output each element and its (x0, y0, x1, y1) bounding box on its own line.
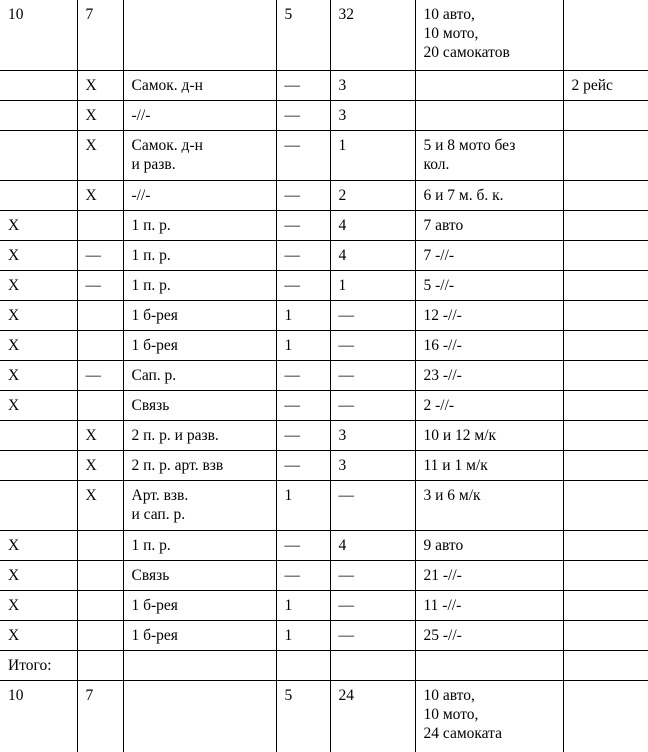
table-cell-col-5: — (330, 300, 415, 330)
table-cell-col-4 (276, 650, 330, 680)
table-cell-col-4: 1 (276, 300, 330, 330)
table-cell-col-4: — (276, 390, 330, 420)
table-cell-col-2 (77, 210, 123, 240)
table-cell-col-vehicles: 6 и 7 м. б. к. (415, 180, 563, 210)
table-cell-col-unit: Сап. р. (123, 360, 276, 390)
table-cell-col-unit: -//- (123, 100, 276, 130)
table-cell-col-unit: 2 п. р. и разв. (123, 420, 276, 450)
table-cell-col-4: — (276, 420, 330, 450)
table-cell-col-unit: 1 б-рея (123, 590, 276, 620)
table-cell-col-unit: 1 п. р. (123, 210, 276, 240)
table-cell-col-1: Х (0, 330, 77, 360)
table-cell-col-2: 7 (77, 680, 123, 752)
table-cell-col-5: 4 (330, 530, 415, 560)
table-cell-col-5: 3 (330, 100, 415, 130)
table-cell-col-4: 1 (276, 330, 330, 360)
table-cell-col-4: — (276, 180, 330, 210)
table-cell-col-4: — (276, 240, 330, 270)
table-cell-col-5: 2 (330, 180, 415, 210)
table-cell-col-1: Х (0, 530, 77, 560)
table-cell-col-5: — (330, 390, 415, 420)
table-cell-col-2 (77, 620, 123, 650)
table-cell-col-notes (563, 300, 648, 330)
table-cell-col-5: 1 (330, 130, 415, 180)
table-cell-col-vehicles: 21 -//- (415, 560, 563, 590)
table-row (0, 330, 648, 360)
table-row (0, 100, 648, 130)
table-cell-col-notes (563, 450, 648, 480)
table-cell-col-4: — (276, 100, 330, 130)
table-cell-col-4: — (276, 360, 330, 390)
table-cell-col-vehicles: 25 -//- (415, 620, 563, 650)
table-cell-col-5: 3 (330, 70, 415, 100)
table-cell-col-vehicles: 9 авто (415, 530, 563, 560)
table-cell-col-notes (563, 0, 648, 70)
table-row (0, 130, 648, 180)
table-cell-col-notes (563, 560, 648, 590)
table-cell-col-vehicles: 5 -//- (415, 270, 563, 300)
table-row (0, 680, 648, 752)
table-cell-col-1 (0, 180, 77, 210)
table-cell-col-notes (563, 330, 648, 360)
table-cell-col-unit: 1 б-рея (123, 620, 276, 650)
table-cell-col-5: 32 (330, 0, 415, 70)
table-cell-col-5: — (330, 330, 415, 360)
table-cell-col-2: Х (77, 70, 123, 100)
table-cell-col-unit: 1 б-рея (123, 300, 276, 330)
table-cell-col-notes (563, 620, 648, 650)
table-row (0, 650, 648, 680)
table-row (0, 240, 648, 270)
table-cell-col-vehicles: 5 и 8 мото без кол. (415, 130, 563, 180)
table-cell-col-2: Х (77, 420, 123, 450)
table-row (0, 390, 648, 420)
table-cell-col-1 (0, 70, 77, 100)
table-cell-col-unit: Самок. д-н (123, 70, 276, 100)
table-cell-col-notes (563, 240, 648, 270)
table-cell-col-notes (563, 590, 648, 620)
table-cell-col-5: 3 (330, 450, 415, 480)
table-cell-col-vehicles: 7 авто (415, 210, 563, 240)
table-cell-col-1: Х (0, 390, 77, 420)
table-cell-col-4: — (276, 70, 330, 100)
table-cell-col-notes: 2 рейс (563, 70, 648, 100)
table-cell-col-4: — (276, 130, 330, 180)
table-cell-col-5: 4 (330, 210, 415, 240)
table-cell-col-5: — (330, 560, 415, 590)
table-cell-col-unit (123, 680, 276, 752)
table-cell-col-2: Х (77, 450, 123, 480)
table-cell-col-2: — (77, 240, 123, 270)
table-cell-col-unit (123, 0, 276, 70)
table-cell-col-2 (77, 530, 123, 560)
table-cell-col-2: — (77, 360, 123, 390)
table-cell-col-2 (77, 590, 123, 620)
table-cell-col-2 (77, 330, 123, 360)
table-cell-col-vehicles: 10 авто, 10 мото, 20 самокатов (415, 0, 563, 70)
table-cell-col-5: 4 (330, 240, 415, 270)
table-cell-col-notes (563, 650, 648, 680)
table-cell-col-2: Х (77, 130, 123, 180)
table-cell-col-notes (563, 270, 648, 300)
table-cell-col-1: Х (0, 590, 77, 620)
table-cell-col-1: Х (0, 360, 77, 390)
table-cell-col-1 (0, 130, 77, 180)
table-row (0, 180, 648, 210)
table-cell-col-1: Х (0, 560, 77, 590)
table-row (0, 210, 648, 240)
table-row (0, 530, 648, 560)
table-row (0, 360, 648, 390)
table-cell-col-5: — (330, 590, 415, 620)
table-cell-col-5: 1 (330, 270, 415, 300)
table-cell-col-unit: Арт. взв. и сап. р. (123, 480, 276, 530)
table-cell-col-vehicles: 11 и 1 м/к (415, 450, 563, 480)
table-cell-col-2 (77, 560, 123, 590)
table-cell-col-notes (563, 420, 648, 450)
table-cell-col-1: Итого: (0, 650, 77, 680)
table-cell-col-2: Х (77, 100, 123, 130)
table-cell-col-4: — (276, 450, 330, 480)
table-cell-col-1: Х (0, 620, 77, 650)
table-cell-col-vehicles: 16 -//- (415, 330, 563, 360)
table-cell-col-vehicles: 10 и 12 м/к (415, 420, 563, 450)
table-cell-col-unit: 1 п. р. (123, 240, 276, 270)
table-row (0, 480, 648, 530)
table-cell-col-unit: Связь (123, 390, 276, 420)
table-cell-col-2: Х (77, 480, 123, 530)
table-cell-col-notes (563, 130, 648, 180)
table-cell-col-notes (563, 360, 648, 390)
table-cell-col-vehicles: 11 -//- (415, 590, 563, 620)
table-cell-col-notes (563, 680, 648, 752)
table-cell-col-notes (563, 390, 648, 420)
table-cell-col-4: 1 (276, 480, 330, 530)
table-cell-col-1: 10 (0, 0, 77, 70)
table-cell-col-vehicles (415, 100, 563, 130)
table-cell-col-1 (0, 100, 77, 130)
table-row (0, 590, 648, 620)
table-cell-col-vehicles: 3 и 6 м/к (415, 480, 563, 530)
table-cell-col-unit: 1 б-рея (123, 330, 276, 360)
table-row (0, 620, 648, 650)
table-cell-col-2: 7 (77, 0, 123, 70)
table-cell-col-1 (0, 450, 77, 480)
table-row (0, 560, 648, 590)
table-cell-col-vehicles: 23 -//- (415, 360, 563, 390)
table-cell-col-notes (563, 100, 648, 130)
table-cell-col-5: — (330, 620, 415, 650)
table-cell-col-4: — (276, 560, 330, 590)
table-cell-col-vehicles: 2 -//- (415, 390, 563, 420)
table-cell-col-4: — (276, 210, 330, 240)
table-row (0, 0, 648, 70)
table-cell-col-4: 1 (276, 620, 330, 650)
table-cell-col-unit (123, 650, 276, 680)
table-cell-col-1: 10 (0, 680, 77, 752)
table-cell-col-1: Х (0, 270, 77, 300)
table-cell-col-4: — (276, 270, 330, 300)
table-cell-col-2: Х (77, 180, 123, 210)
table-row (0, 420, 648, 450)
table-cell-col-4: 5 (276, 0, 330, 70)
table-cell-col-notes (563, 210, 648, 240)
table-cell-col-unit: 2 п. р. арт. взв (123, 450, 276, 480)
table-cell-col-2: — (77, 270, 123, 300)
table-cell-col-vehicles: 7 -//- (415, 240, 563, 270)
table-cell-col-unit: Связь (123, 560, 276, 590)
table-cell-col-vehicles (415, 650, 563, 680)
table-cell-col-notes (563, 480, 648, 530)
table-cell-col-4: — (276, 530, 330, 560)
table-cell-col-unit: 1 п. р. (123, 270, 276, 300)
table-cell-col-5 (330, 650, 415, 680)
table-cell-col-unit: 1 п. р. (123, 530, 276, 560)
table-cell-col-1: Х (0, 300, 77, 330)
table-cell-col-notes (563, 180, 648, 210)
table-cell-col-1 (0, 480, 77, 530)
table-cell-col-1 (0, 420, 77, 450)
table-cell-col-4: 1 (276, 590, 330, 620)
table-cell-col-notes (563, 530, 648, 560)
table-cell-col-vehicles (415, 70, 563, 100)
table-cell-col-1: Х (0, 240, 77, 270)
table-cell-col-5: — (330, 480, 415, 530)
table-row (0, 270, 648, 300)
table-cell-col-vehicles: 12 -//- (415, 300, 563, 330)
table-cell-col-unit: -//- (123, 180, 276, 210)
table-cell-col-4: 5 (276, 680, 330, 752)
table-cell-col-2 (77, 390, 123, 420)
table-cell-col-vehicles: 10 авто, 10 мото, 24 самоката (415, 680, 563, 752)
table-row (0, 70, 648, 100)
table-cell-col-5: 24 (330, 680, 415, 752)
table-row (0, 300, 648, 330)
table-cell-col-1: Х (0, 210, 77, 240)
table-cell-col-2 (77, 650, 123, 680)
table-cell-col-5: 3 (330, 420, 415, 450)
table-cell-col-unit: Самок. д-н и разв. (123, 130, 276, 180)
table-cell-col-5: — (330, 360, 415, 390)
table-row (0, 450, 648, 480)
table-cell-col-2 (77, 300, 123, 330)
